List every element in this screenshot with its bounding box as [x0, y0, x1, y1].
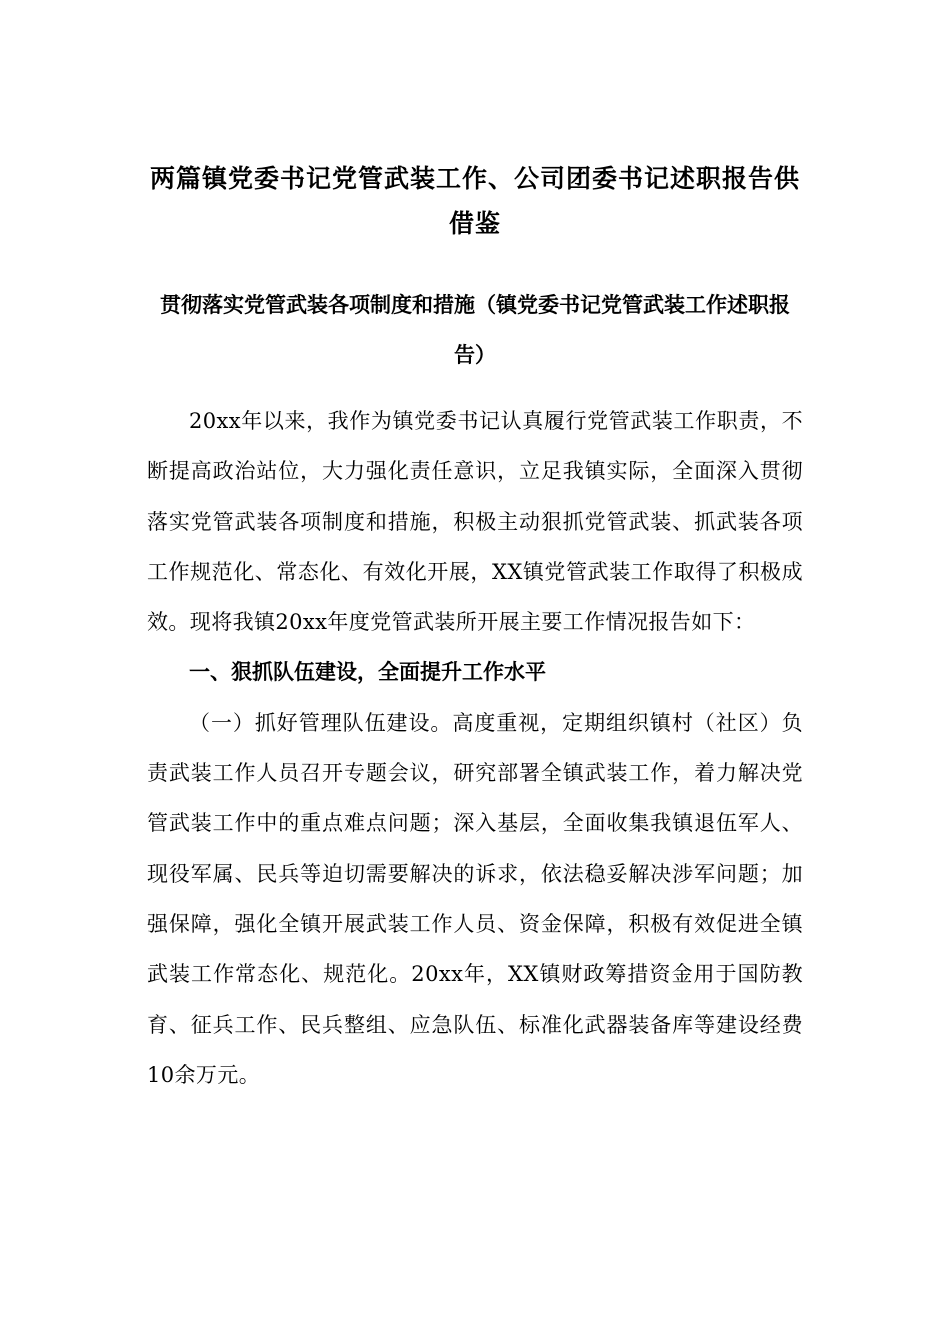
intro-paragraph: 20xx年以来，我作为镇党委书记认真履行党管武装工作职责，不断提高政治站位，大力强化责任意识，立足我镇实际，全面深入贯彻落实党管武装各项制度和措施，积极主动狠抓党管武装、抓武装各项工作规范化、常态化、有效化开展，XX镇党管武装工作取得了积极成效。现将我镇20xx年度党管武装所开展主要工作情况报告如下：: [147, 409, 803, 635]
document-subtitle: 贯彻落实党管武装各项制度和措施（镇党委书记党管武装工作述职报告）: [160, 292, 790, 367]
document-body: [147, 396, 803, 1100]
document-title: 两篇镇党委书记党管武装工作、公司团委书记述职报告供借鉴: [149, 164, 800, 238]
section-heading-1: 一、狠抓队伍建设，全面提升工作水平: [189, 659, 546, 685]
section-1-paragraph-1: （一）抓好管理队伍建设。高度重视，定期组织镇村（社区）负责武装工作人员召开专题会议，研究部署全镇武装工作，着力解决党管武装工作中的重点难点问题；深入基层，全面收集我镇退伍军人、现役军属、民兵等迫切需要解决的诉求，依法稳妥解决涉军问题；加强保障，强化全镇开展武装工作人员、资金保障，积极有效促进全镇武装工作常态化、规范化。20xx年，XX镇财政筹措资金用于国防教育、征兵工作、民兵整组、应急队伍、标准化武器装备库等建设经费10余万元。: [147, 710, 803, 1087]
